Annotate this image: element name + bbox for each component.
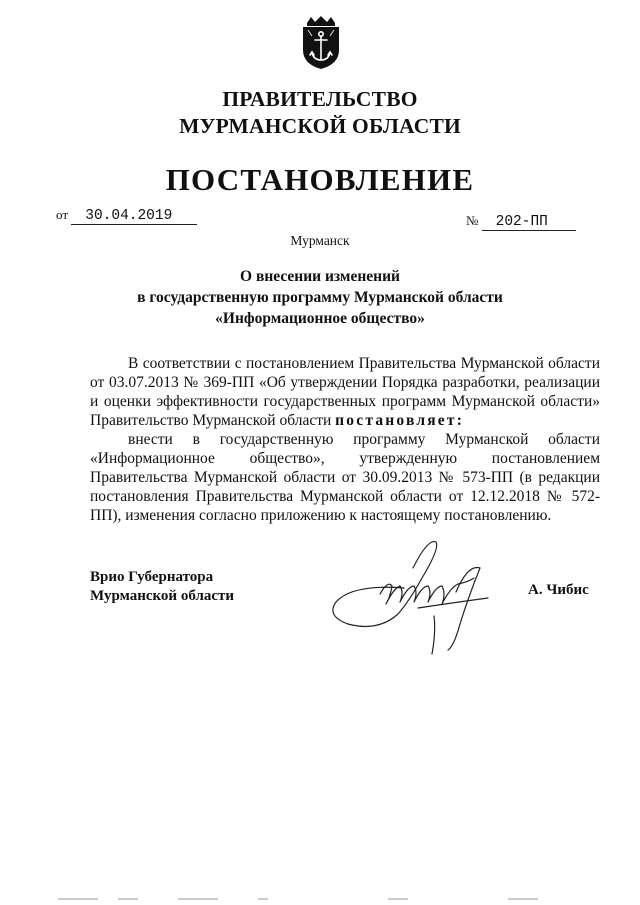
document-number: 202-ПП bbox=[482, 214, 576, 231]
date-prefix: от bbox=[56, 207, 69, 222]
organization-title bbox=[0, 86, 640, 140]
coat-of-arms-icon bbox=[298, 14, 344, 70]
paragraph-resolution: внести в государственную программу Мурманской области «Информационное общество», утвержденную постановлением Правительства Мурманской области от 30.09.2013 № 573-ПП (в редакции постановления Правительства Мурманской области от 12.12.2018 № 572-ПП), изменения согласно приложению к настоящему постановлению. bbox=[90, 431, 600, 524]
preamble-text: В соответствии с постановлением Правительства Мурманской области от 03.07.2013 № 369-ПП «Об утверждении Порядка разработки, реализации и оценки эффективности государственных программ Мурманской области» Правительство Мурманской области bbox=[90, 355, 600, 429]
document-date-row bbox=[56, 207, 197, 225]
resolution-keyword: постановляет: bbox=[335, 412, 465, 429]
document-date: 30.04.2019 bbox=[71, 208, 197, 225]
document-subject bbox=[0, 266, 640, 329]
organization-line-2: МУРМАНСКОЙ ОБЛАСТИ bbox=[179, 114, 461, 138]
footer-divider bbox=[58, 896, 578, 902]
signer-position bbox=[90, 568, 234, 606]
paragraph-preamble bbox=[90, 354, 600, 430]
document-number-row bbox=[466, 213, 576, 231]
subject-line-2: в государственную программу Мурманской области bbox=[137, 289, 503, 306]
document-type: ПОСТАНОВЛЕНИЕ bbox=[165, 162, 475, 197]
subject-line-3: «Информационное общество» bbox=[215, 310, 425, 327]
number-prefix: № bbox=[466, 213, 479, 228]
city: Мурманск bbox=[290, 233, 350, 248]
signer-position-line-2: Мурманской области bbox=[90, 588, 235, 604]
organization-line-1: ПРАВИТЕЛЬСТВО bbox=[222, 87, 418, 111]
signer-name: А. Чибис bbox=[528, 582, 589, 598]
handwritten-signature bbox=[318, 528, 508, 658]
subject-line-1: О внесении изменений bbox=[240, 268, 400, 285]
signer-position-line-1: Врио Губернатора bbox=[90, 569, 214, 585]
